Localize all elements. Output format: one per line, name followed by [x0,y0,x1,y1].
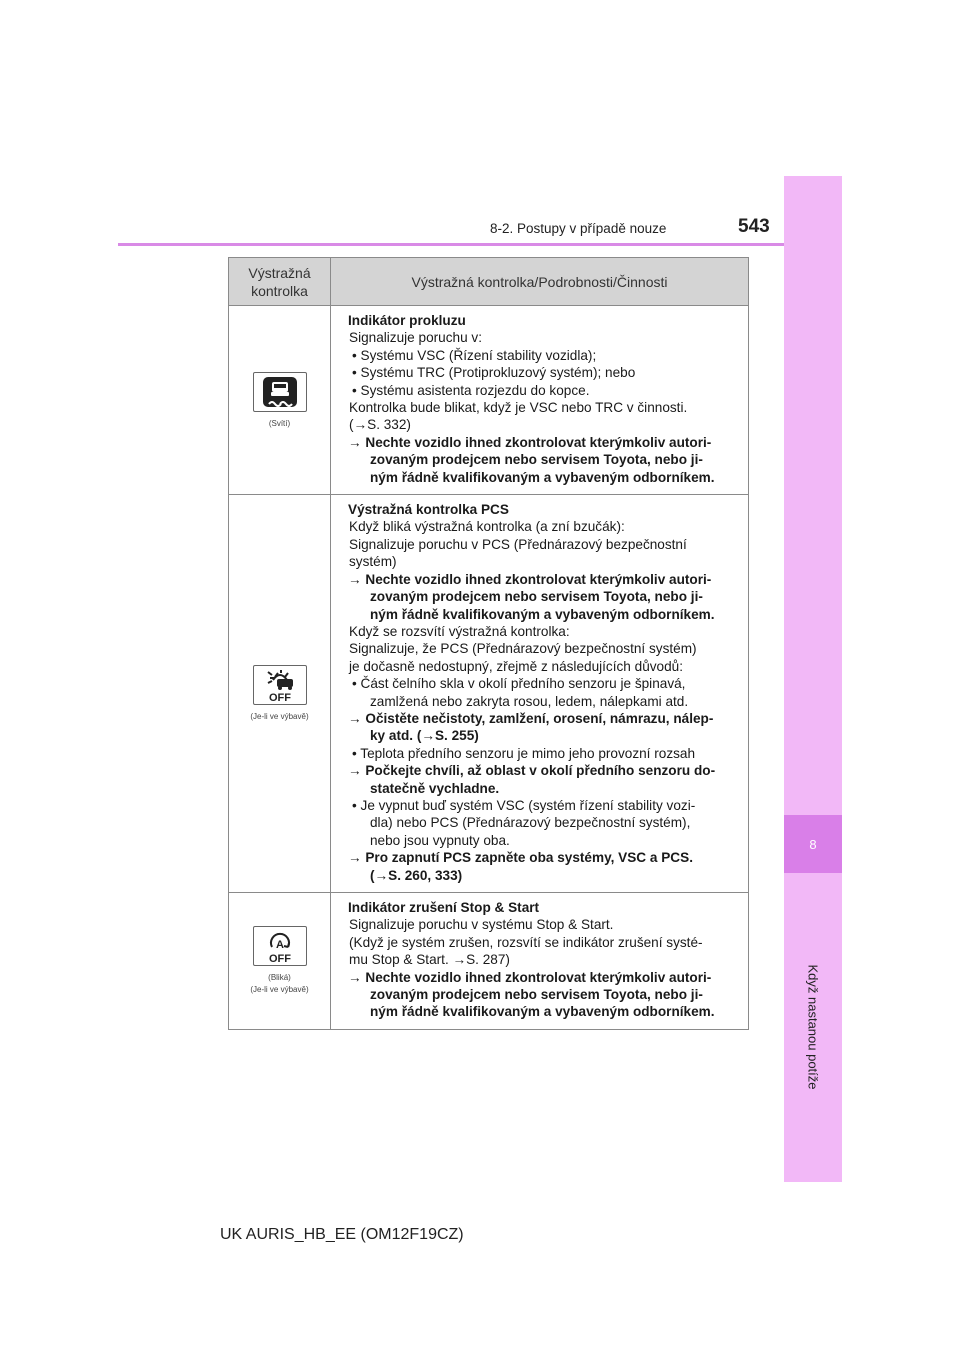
action-line: → Počkejte chvíli, až oblast v okolí předního senzoru do- [348,763,716,779]
svg-text:OFF: OFF [268,692,291,705]
text-line: Signalizuje poruchu v: [349,330,482,346]
table-row [229,495,749,893]
action-line: zovaným prodejcem nebo servisem Toyota, nebo ji- [370,589,703,605]
action-line: statečně vychladne. [370,780,500,796]
chapter-title: Když nastanou potíže [805,964,821,1090]
text-line: Kontrolka bude blikat, když je VSC nebo TRC v činnosti. [349,400,688,416]
bullet-line: • Systému asistenta rozjezdu do kopce. [352,382,590,398]
table-row [229,893,749,1030]
text-line: mu Stop & Start. →S. 287) [349,952,510,968]
text-line: Když se rozsvítí výstražná kontrolka: [349,623,570,639]
bullet-line: • Část čelního skla v okolí předního senzoru je špinavá, [352,676,686,692]
header-details: Výstražná kontrolka/Podrobnosti/Činnosti [331,258,749,306]
header-warning-light: Výstražná kontrolka [229,258,331,306]
bullet-line: • Systému TRC (Protiprokluzový systém); nebo [352,365,636,381]
section-title: 8-2. Postupy v případě nouze [490,221,667,236]
action-line: zovaným prodejcem nebo servisem Toyota, nebo ji- [370,987,703,1003]
action-line: → Nechte vozidlo ihned zkontrolovat kterýmkoliv autori- [348,434,712,450]
text-line: (Když je systém zrušen, rozsvítí se indikátor zrušení systé- [349,934,703,950]
row-title: Indikátor prokluzu [348,313,466,328]
bullet-line: zamlžená nebo zakryta rosou, ledem, nálepkami atd. [370,693,689,709]
row-title: Indikátor zrušení Stop & Start [348,900,540,915]
bullet-line: nebo jsou vypnuty oba. [370,832,510,848]
pcs-off-icon [253,665,307,705]
icon-caption: (Je-li ve výbavě) [250,712,309,722]
action-line: → Očistěte nečistoty, zamlžení, orosení, námrazu, nálep- [348,710,714,726]
table-row [229,306,749,495]
bullet-line: • Je vypnut buď systém VSC (systém řízení stability vozi- [352,797,696,813]
icon-caption: (Bliká) (Je-li ve výbavě) [250,973,309,995]
svg-text:OFF: OFF [268,953,291,966]
action-line: ky atd. (→S. 255) [370,728,479,744]
icon-cell [229,306,331,495]
details-cell [331,495,749,893]
text-line: Signalizuje poruchu v systému Stop & Start. [349,917,614,933]
text-line: systém) [349,554,397,570]
action-line: → Nechte vozidlo ihned zkontrolovat kterýmkoliv autori- [348,969,712,985]
details-cell [331,893,749,1030]
details-cell [331,306,749,495]
icon-caption: (Svítí) [268,418,291,428]
icon-cell [229,495,331,893]
action-line: → Nechte vozidlo ihned zkontrolovat kterýmkoliv autori- [348,571,712,587]
action-line: → Pro zapnutí PCS zapněte oba systémy, VSC a PCS. [348,850,693,866]
warning-lights-table [228,257,749,1030]
stop-start-off-icon [253,926,307,966]
svg-text:A: A [275,939,284,952]
text-line: Signalizuje poruchu v PCS (Přednárazový bezpečnostní [349,536,687,552]
action-line: zovaným prodejcem nebo servisem Toyota, nebo ji- [370,452,703,468]
page-number: 543 [738,216,770,237]
icon-cell [229,893,331,1030]
action-line: ným řádně kvalifikovaným a vybaveným odborníkem. [370,469,715,485]
action-line: (→S. 260, 333) [370,867,463,883]
text-line: je dočasně nedostupný, zřejmě z následujících důvodů: [349,658,684,674]
bullet-line: • Teplota předního senzoru je mimo jeho provozní rozsah [352,745,696,761]
text-line: Když bliká výstražná kontrolka (a zní bzučák): [349,519,625,535]
text-line: Signalizuje, že PCS (Přednárazový bezpečnostní systém) [349,641,697,657]
table-header-row [229,258,749,306]
bullet-line: • Systému VSC (Řízení stability vozidla); [352,347,597,363]
page-reference: (→S. 332) [349,417,411,433]
header-rule [118,243,784,246]
action-line: ným řádně kvalifikovaným a vybaveným odborníkem. [370,1004,715,1020]
chapter-number: 8 [784,815,842,873]
manual-code-footer: UK AURIS_HB_EE (OM12F19CZ) [220,1226,464,1243]
action-line: ným řádně kvalifikovaným a vybaveným odborníkem. [370,606,715,622]
slip-indicator-icon [253,372,307,412]
bullet-line: dla) nebo PCS (Přednárazový bezpečnostní systém), [370,815,691,831]
row-title: Výstražná kontrolka PCS [348,502,509,518]
